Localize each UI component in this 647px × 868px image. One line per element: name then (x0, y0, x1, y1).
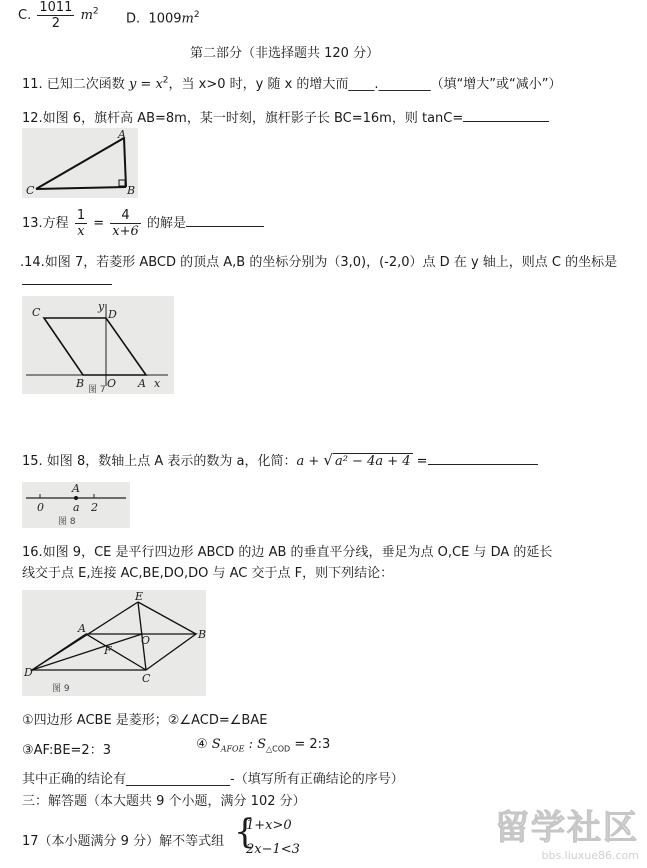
option-c-label: C. (18, 8, 32, 23)
q15-answer-blank (428, 452, 538, 465)
option-c-denominator: 2 (51, 16, 61, 31)
q13-answer-blank (186, 214, 264, 227)
fig9-parallelogram (32, 634, 196, 670)
q11-post: ，当 x>0 时，y 随 x 的增大而____.________（填“增大”或“减小”） (168, 77, 562, 92)
q13-pre: 13.方程 (22, 216, 69, 231)
fig7-caption: 图 7 (88, 385, 106, 394)
fig9-line-de (32, 602, 138, 670)
q15-eq: = (412, 454, 428, 469)
fig9-label-e: E (135, 590, 144, 603)
figure-6-svg (22, 128, 138, 198)
fig7-label-c: C (32, 306, 41, 319)
fig6-label-c: C (26, 184, 35, 197)
fig9-line-ac (86, 634, 146, 670)
option-d (126, 10, 200, 26)
conclusion-3: ③AF:BE=2：3 (22, 743, 111, 758)
part-3-title: 三：解答题（本大题共 9 个小题，满分 102 分） (22, 794, 306, 809)
option-c-unit: m (80, 8, 93, 23)
watermark-logo-text: 留学社区 (495, 808, 639, 848)
q13-fraction-2 (110, 208, 141, 239)
question-16-line-1: 16.如图 9，CE 是平行四边形 ABCD 的边 AB 的垂直平分线，垂足为点 O,CE 与 DA 的延长 (22, 545, 553, 560)
fig8-label-a-lower: a (73, 501, 80, 514)
fig9-line-be (138, 602, 196, 634)
q11-pre: 11. 已知二次函数 (22, 77, 129, 92)
question-17: 17（本小题满分 9 分）解不等式组 (22, 834, 225, 849)
fig9-label-b: B (198, 628, 206, 641)
q15-expr: a + (296, 454, 324, 469)
watermark-url: bbs.liuxue86.com (541, 849, 639, 862)
figure-7 (22, 296, 174, 394)
option-c-exp: 2 (92, 6, 99, 17)
q17-brace-symbol: { (234, 812, 256, 852)
fig8-point-a (74, 496, 78, 500)
q17-inequality-2: 2x−1<3 (246, 842, 300, 857)
fig7-label-y: y (98, 300, 105, 313)
q15-sqrt-symbol: √ (323, 451, 333, 469)
q13-den2: x+6 (112, 224, 139, 239)
fig7-rhombus (44, 318, 146, 375)
question-12 (22, 107, 549, 126)
fig9-label-f: F (104, 644, 112, 657)
q13-den1: x (77, 224, 85, 239)
fig9-label-o: O (141, 634, 151, 647)
figure-9 (22, 590, 206, 696)
fig9-label-c: C (142, 672, 151, 685)
fig6-shadow-bc (36, 187, 126, 189)
section-title: 第二部分（非选择题共 120 分） (190, 46, 380, 61)
figure-6 (22, 128, 138, 198)
fig7-label-b: B (76, 377, 85, 390)
q13-num1: 1 (76, 208, 86, 223)
fig9-line-do (32, 634, 142, 670)
fig6-right-angle (119, 180, 125, 186)
fig6-hypotenuse (36, 138, 124, 189)
q12-text: 12.如图 6，旗杆高 AB=8m，某一时刻，旗杆影子长 BC=16m，则 tanC= (22, 111, 464, 126)
q15-pre: 15. 如图 8，数轴上点 A 表示的数为 a，化简： (22, 454, 297, 469)
question-11 (22, 73, 562, 92)
fig7-label-a: A (138, 377, 146, 390)
fig8-label-2: 2 (91, 501, 98, 514)
fig7-label-d: D (108, 308, 117, 321)
option-d-label: D. (126, 11, 141, 27)
answer-line: 其中正确的结论有________________-（填写所有正确结论的序号） (22, 772, 404, 787)
question-13 (22, 208, 264, 239)
q11-exp: 2 (162, 75, 169, 86)
c4-pre: ④ (196, 737, 212, 752)
fig8-label-0: 0 (37, 501, 44, 514)
fig9-label-a: A (78, 622, 86, 635)
fig6-label-b: B (127, 184, 136, 197)
figure-7-svg (22, 296, 174, 394)
q17-inequality-1: 1+x>0 (246, 818, 292, 833)
question-15 (22, 450, 538, 469)
c4-sub2: △COD (266, 744, 291, 754)
question-14: .14.如图 7，若菱形 ABCD 的顶点 A,B 的坐标分别为（3,0)，(-2,0）点 D 在 y 轴上，则点 C 的坐标是 (20, 255, 618, 270)
c4-sub1: AFOE (220, 744, 245, 754)
fig9-label-d: D (24, 666, 33, 679)
q13-num2: 4 (110, 208, 141, 224)
option-d-exp: 2 (193, 10, 200, 20)
q13-post: 的解是 (146, 216, 186, 231)
fig8-label-a: A (72, 482, 80, 495)
option-c-numerator: 1011 (39, 0, 73, 15)
option-c (18, 0, 99, 31)
c4-s1: S (211, 737, 221, 752)
fig7-label-x: x (154, 377, 161, 390)
option-d-value: 1009 (148, 11, 182, 27)
fig6-label-a: A (118, 128, 126, 141)
q12-answer-blank (463, 109, 549, 122)
q14-answer-blank (22, 284, 112, 285)
conclusion-1-2: ①四边形 ACBE 是菱形；②∠ACD=∠BAE (22, 713, 268, 728)
q11-func: y = x (128, 77, 163, 92)
fig9-caption: 图 9 (52, 684, 70, 694)
figure-8 (22, 482, 130, 528)
option-d-unit: m (181, 11, 194, 27)
figure-8-svg (22, 482, 130, 528)
option-c-fraction (37, 0, 74, 31)
figure-9-svg (22, 590, 206, 696)
q13-fraction-1 (75, 208, 87, 239)
watermark (495, 800, 639, 862)
fig8-caption: 图 8 (58, 517, 76, 527)
conclusion-4 (196, 737, 330, 754)
q13-eq: = (93, 216, 105, 231)
c4-mid: : S (244, 737, 266, 752)
question-16-line-2: 线交于点 E,连接 AC,BE,DO,DO 与 AC 交于点 F，则下列结论： (22, 566, 394, 581)
c4-post: = 2:3 (290, 737, 331, 752)
fig7-label-o: O (107, 377, 117, 390)
q15-radicand: a² − 4a + 4 (334, 454, 411, 469)
